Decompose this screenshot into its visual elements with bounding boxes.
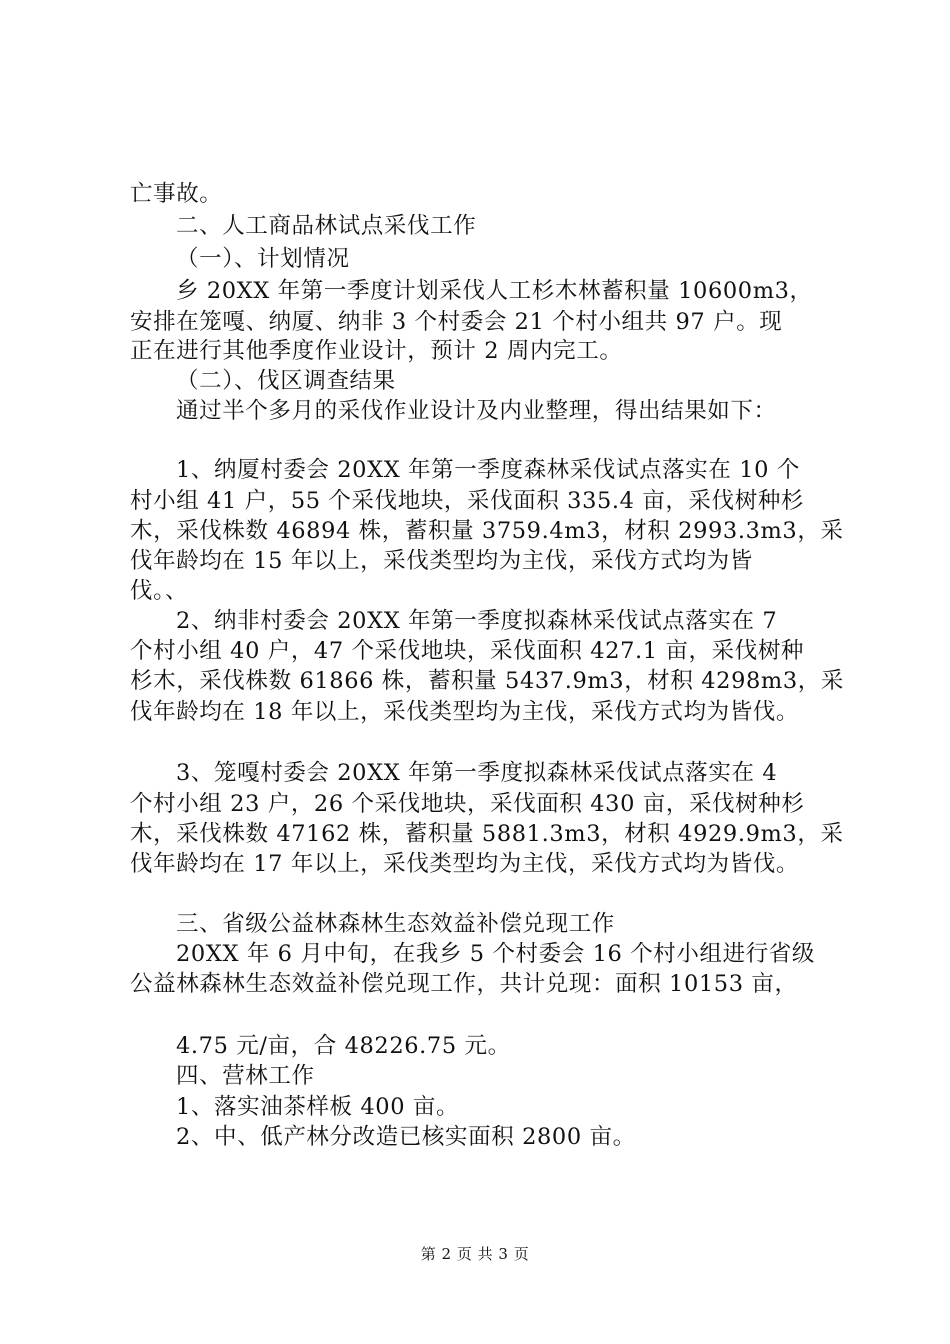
text-line: 伐年龄均在 18 年以上，采伐类型均为主伐，采伐方式均为皆伐。 <box>130 699 800 725</box>
section-heading: 二、人工商品林试点采伐工作 <box>176 213 477 239</box>
text-line: 3、笼嘎村委会 20XX 年第一季度拟森林采伐试点落实在 4 <box>176 760 778 786</box>
list-item: 1、落实油茶样板 400 亩。 <box>176 1094 460 1120</box>
list-item: 2、中、低产林分改造已核实面积 2800 亩。 <box>176 1124 636 1150</box>
subsection-heading: （一）、计划情况 <box>176 246 350 272</box>
text-line: 伐年龄均在 17 年以上，采伐类型均为主伐，采伐方式均为皆伐。 <box>130 851 800 877</box>
text-line: 亡事故。 <box>130 181 223 207</box>
text-line: 木，采伐株数 47162 株，蓄积量 5881.3m3，材积 4929.9m3，采 <box>130 821 844 847</box>
text-line: 正在进行其他季度作业设计，预计 2 周内完工。 <box>130 338 623 364</box>
text-line: 村小组 41 户，55 个采伐地块，采伐面积 335.4 亩，采伐树种杉 <box>130 488 805 514</box>
text-line: 杉木，采伐株数 61866 株，蓄积量 5437.9m3，材积 4298m3，采 <box>130 668 844 694</box>
page-number-footer: 第 2 页 共 3 页 <box>420 1245 530 1263</box>
section-heading: 三、省级公益林森林生态效益补偿兑现工作 <box>176 911 615 937</box>
text-line: 20XX 年 6 月中旬，在我乡 5 个村委会 16 个村小组进行省级 <box>176 941 815 967</box>
text-line: 公益林森林生态效益补偿兑现工作，共计兑现：面积 10153 亩， <box>130 971 798 997</box>
subsection-heading: （二）、伐区调查结果 <box>176 368 396 394</box>
text-line: 木，采伐株数 46894 株，蓄积量 3759.4m3，材积 2993.3m3，采 <box>130 518 844 544</box>
text-line: 4.75 元/亩，合 48226.75 元。 <box>176 1033 511 1059</box>
text-line: 安排在笼嘎、纳厦、纳非 3 个村委会 21 个村小组共 97 户。现 <box>130 309 783 335</box>
text-line: 2、纳非村委会 20XX 年第一季度拟森林采伐试点落实在 7 <box>176 608 778 634</box>
text-line: 1、纳厦村委会 20XX 年第一季度森林采伐试点落实在 10 个 <box>176 457 800 483</box>
text-line: 伐。、 <box>130 578 189 604</box>
text-line: 个村小组 23 户，26 个采伐地块，采伐面积 430 亩，采伐树种杉 <box>130 791 805 817</box>
text-line: 个村小组 40 户，47 个采伐地块，采伐面积 427.1 亩，采伐树种 <box>130 638 805 664</box>
section-heading: 四、营林工作 <box>176 1063 315 1089</box>
text-line: 乡 20XX 年第一季度计划采伐人工杉木林蓄积量 10600m3， <box>176 278 813 304</box>
text-line: 通过半个多月的采伐作业设计及内业整理，得出结果如下： <box>176 398 777 424</box>
text-line: 伐年龄均在 15 年以上，采伐类型均为主伐，采伐方式均为皆 <box>130 548 753 574</box>
